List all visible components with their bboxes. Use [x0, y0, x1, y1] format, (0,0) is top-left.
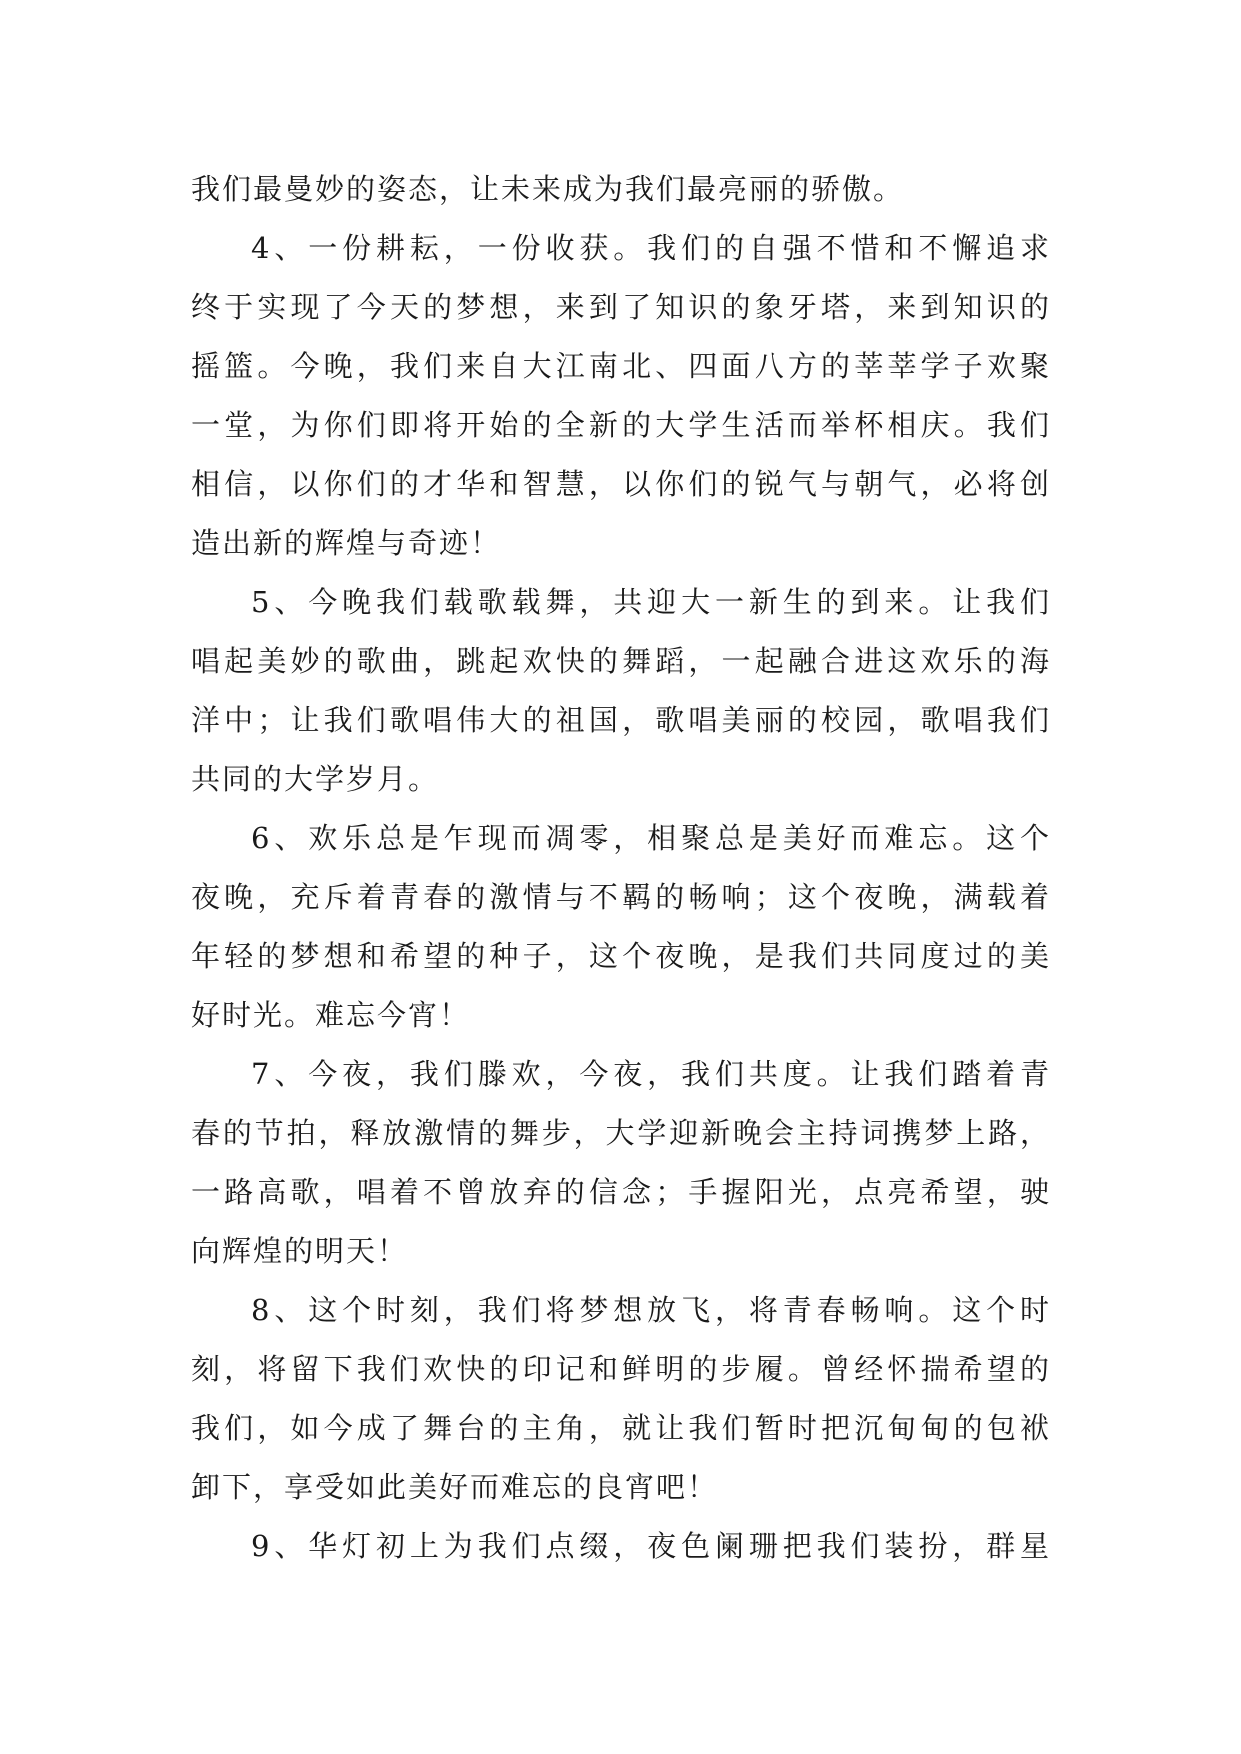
- text-line: 一路高歌，唱着不曾放弃的信念；手握阳光，点亮希望，驶: [191, 1175, 1051, 1209]
- text-line: 年轻的梦想和希望的种子，这个夜晚，是我们共同度过的美: [191, 939, 1051, 973]
- text-line: 共同的大学岁月。: [191, 762, 440, 796]
- text-line: 春的节拍，释放激情的舞步，大学迎新晚会主持词携梦上路，: [191, 1116, 1051, 1150]
- text-line: 造出新的辉煌与奇迹！: [191, 526, 502, 560]
- text-line: 7、今夜，我们滕欢，今夜，我们共度。让我们踏着青: [251, 1057, 1051, 1091]
- text-line: 摇篮。今晚，我们来自大江南北、四面八方的莘莘学子欢聚: [191, 349, 1051, 383]
- text-line: 8、这个时刻，我们将梦想放飞，将青春畅响。这个时: [251, 1293, 1051, 1327]
- text-line: 9、华灯初上为我们点缀，夜色阑珊把我们装扮，群星: [251, 1529, 1051, 1563]
- text-line: 我们，如今成了舞台的主角，就让我们暂时把沉甸甸的包袱: [191, 1411, 1051, 1445]
- text-line: 6、欢乐总是乍现而凋零，相聚总是美好而难忘。这个: [251, 821, 1051, 855]
- text-line: 一堂，为你们即将开始的全新的大学生活而举杯相庆。我们: [191, 408, 1051, 442]
- text-line: 4、一份耕耘，一份收获。我们的自强不惜和不懈追求: [251, 231, 1051, 265]
- text-line: 相信，以你们的才华和智慧，以你们的锐气与朝气，必将创: [191, 467, 1051, 501]
- text-line: 洋中；让我们歌唱伟大的祖国，歌唱美丽的校园，歌唱我们: [191, 703, 1051, 737]
- text-line: 夜晚，充斥着青春的激情与不羁的畅响；这个夜晚，满载着: [191, 880, 1051, 914]
- text-line: 唱起美妙的歌曲，跳起欢快的舞蹈，一起融合进这欢乐的海: [191, 644, 1051, 678]
- text-line: 卸下，享受如此美好而难忘的良宵吧！: [191, 1470, 719, 1504]
- body-text: [191, 160, 1051, 1576]
- text-line: 刻，将留下我们欢快的印记和鲜明的步履。曾经怀揣希望的: [191, 1352, 1051, 1386]
- text-line: 终于实现了今天的梦想，来到了知识的象牙塔，来到知识的: [191, 290, 1051, 324]
- text-line: 向辉煌的明天！: [191, 1234, 409, 1268]
- text-line: 5、今晚我们载歌载舞，共迎大一新生的到来。让我们: [251, 585, 1051, 619]
- text-line: 我们最曼妙的姿态，让未来成为我们最亮丽的骄傲。: [191, 172, 905, 206]
- text-line: 好时光。难忘今宵！: [191, 998, 471, 1032]
